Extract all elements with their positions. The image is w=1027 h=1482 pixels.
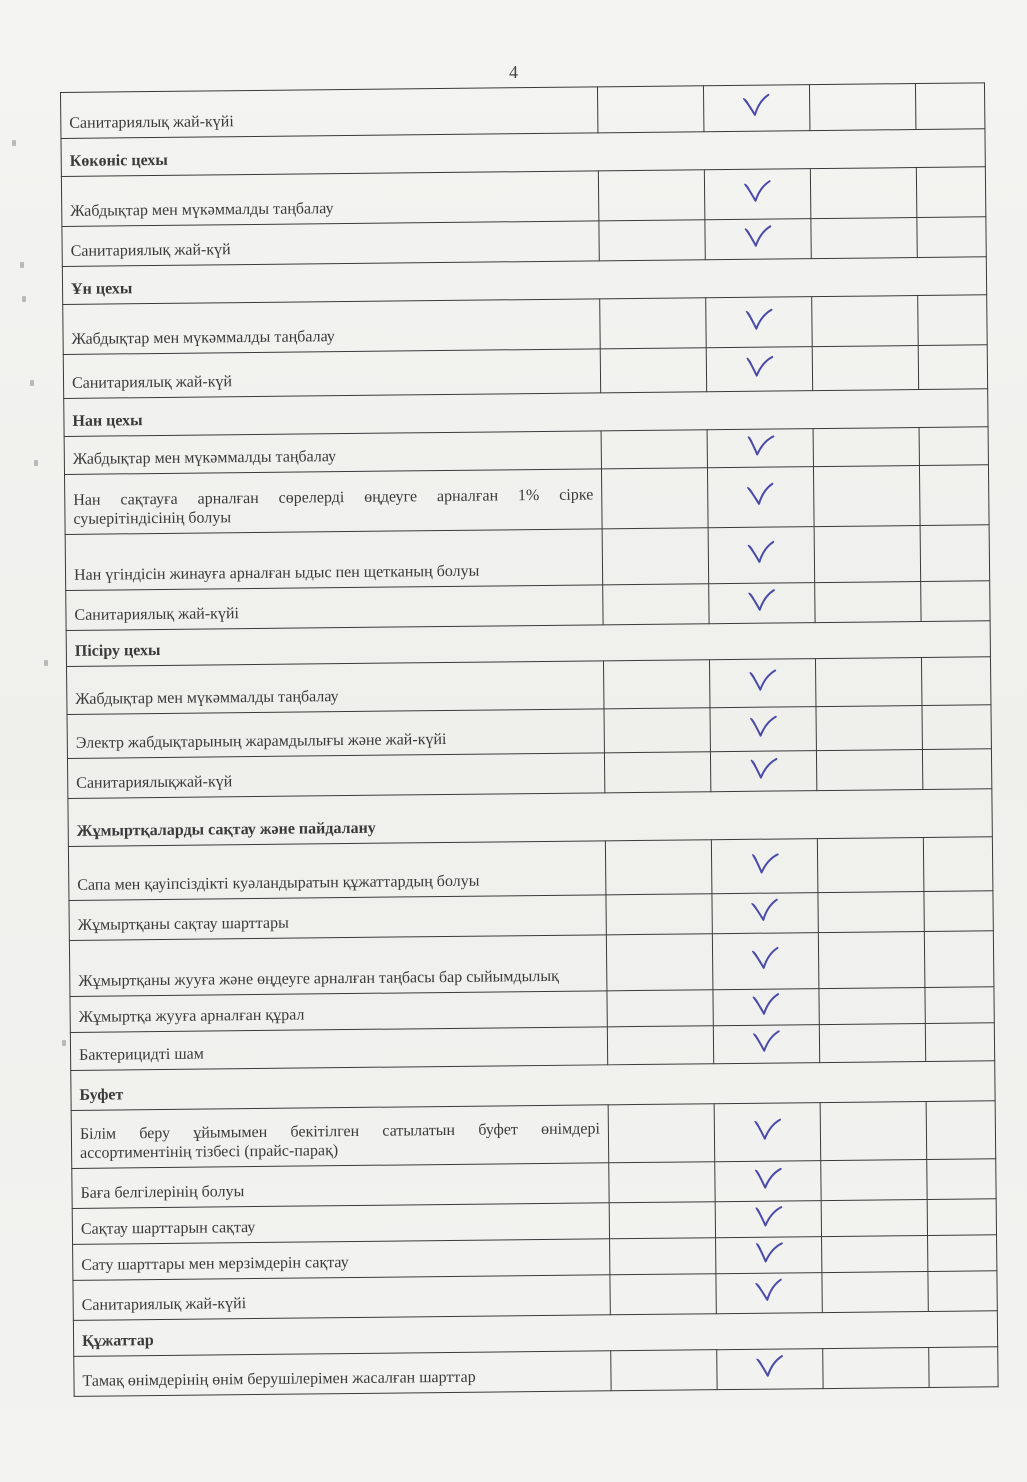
column-3-cell [817, 838, 924, 893]
column-1-cell [601, 430, 707, 469]
handwritten-check-icon [750, 946, 780, 972]
checklist-item-label: Баға белгілерінің болуы [72, 1163, 609, 1209]
scan-speck [12, 140, 16, 146]
column-3-cell [819, 987, 925, 1024]
handwritten-check-icon [751, 1028, 781, 1054]
column-3-cell [821, 1159, 927, 1200]
checklist-item-label: Санитариялық жай-күй [62, 221, 599, 267]
section-title: Буфет [71, 1061, 995, 1111]
checklist-item-label: Бактерицидті шам [70, 1027, 607, 1071]
scan-speck [62, 1040, 66, 1046]
section-title: Ұн цехы [62, 257, 986, 305]
handwritten-check-icon [742, 93, 772, 119]
handwritten-check-icon [742, 179, 772, 205]
column-1-cell [600, 348, 706, 393]
checkmark-cell [714, 1103, 821, 1162]
checkmark-cell [715, 1201, 821, 1238]
column-3-cell [823, 1347, 929, 1388]
column-3-cell [812, 346, 918, 391]
column-3-cell [815, 582, 921, 623]
handwritten-check-icon [747, 588, 777, 614]
checklist-item-label: Жабдықтар мен мүкәммалды таңбалау [63, 299, 600, 355]
handwritten-check-icon [754, 1277, 784, 1303]
handwritten-check-icon [743, 224, 773, 250]
column-4-cell [922, 749, 991, 790]
checklist-row [65, 525, 990, 591]
checklist-row [74, 1347, 998, 1397]
column-1-cell [608, 1104, 715, 1163]
scan-speck [34, 460, 38, 466]
handwritten-check-icon [754, 1239, 784, 1265]
column-1-cell [598, 170, 705, 221]
column-4-cell [918, 345, 987, 390]
checklist-row [69, 931, 994, 997]
column-1-cell [606, 894, 712, 935]
column-4-cell [925, 1023, 994, 1062]
page-number: 4 [509, 62, 518, 82]
column-3-cell [809, 84, 915, 131]
column-1-cell [607, 990, 713, 1027]
checklist-item-label: Санитариялықжай-күй [67, 753, 604, 799]
checklist-body [61, 83, 999, 1397]
handwritten-check-icon [748, 668, 778, 694]
section-title: Пісіру цехы [66, 621, 990, 667]
inspection-checklist-sheet [60, 82, 998, 1414]
handwritten-check-icon [753, 1203, 783, 1229]
section-title: Жұмыртқаларды сақтау және пайдалану [68, 789, 992, 847]
checklist-item-label: Жабдықтар мен мүкәммалды таңбалау [61, 171, 598, 227]
checklist-item-label: Санитариялық жай-күйі [61, 87, 598, 139]
column-4-cell [924, 931, 994, 988]
section-title: Көкөніс цехы [61, 129, 985, 177]
column-4-cell [923, 837, 993, 892]
column-4-cell [919, 427, 988, 466]
column-1-cell [610, 1238, 716, 1275]
column-1-cell [601, 468, 708, 529]
column-4-cell [926, 1101, 996, 1160]
checkmark-cell [712, 893, 818, 934]
checkmark-cell [711, 839, 818, 894]
checkmark-cell [713, 989, 819, 1026]
section-title: Құжаттар [73, 1311, 997, 1357]
column-3-cell [818, 931, 925, 988]
column-1-cell [603, 584, 709, 625]
handwritten-check-icon [751, 991, 781, 1017]
column-4-cell [918, 295, 988, 346]
column-3-cell [812, 296, 919, 347]
checkmark-cell [713, 1025, 819, 1064]
checklist-item-label: Нан үгіндісін жинауға арналған ыдыс пен щетканың болуы [65, 529, 603, 591]
handwritten-check-icon [755, 1353, 785, 1379]
handwritten-check-icon [746, 540, 776, 566]
checkmark-cell [707, 467, 814, 528]
column-4-cell [925, 987, 994, 1024]
checklist-item-label: Жабдықтар мен мүкәммалды таңбалау [67, 661, 604, 715]
column-3-cell [813, 428, 919, 467]
handwritten-check-icon [749, 851, 779, 877]
column-1-cell [610, 1274, 716, 1315]
column-3-cell [818, 891, 924, 932]
column-4-cell [928, 1271, 997, 1312]
column-1-cell [600, 298, 707, 349]
checklist-item-label: Сапа мен қауіпсіздікті куәландыратын құжаттардың болуы [68, 841, 606, 901]
column-4-cell [916, 167, 986, 218]
checkmark-cell [709, 583, 815, 624]
column-4-cell [915, 83, 984, 130]
checkmark-cell [705, 219, 811, 260]
checkmark-cell [716, 1273, 822, 1314]
column-3-cell [822, 1235, 928, 1272]
column-4-cell [929, 1347, 998, 1388]
checkmark-cell [706, 297, 813, 348]
column-1-cell [603, 660, 709, 709]
column-3-cell [815, 658, 921, 707]
column-4-cell [919, 465, 989, 526]
handwritten-check-icon [748, 714, 778, 740]
column-3-cell [821, 1199, 927, 1236]
column-4-cell [917, 217, 986, 258]
column-1-cell [609, 1162, 715, 1203]
checkmark-cell [712, 933, 819, 990]
column-4-cell [921, 581, 990, 622]
column-4-cell [921, 657, 990, 706]
scan-speck [30, 380, 34, 386]
checkmark-cell [715, 1161, 821, 1202]
checkmark-cell [710, 707, 816, 752]
handwritten-check-icon [753, 1165, 783, 1191]
column-3-cell [820, 1101, 927, 1160]
column-3-cell [819, 1023, 925, 1062]
column-3-cell [816, 750, 922, 791]
checkmark-cell [707, 429, 813, 468]
column-4-cell [922, 705, 991, 750]
column-1-cell [606, 934, 713, 991]
column-4-cell [924, 891, 993, 932]
column-1-cell [604, 752, 710, 793]
column-4-cell [928, 1235, 997, 1272]
column-4-cell [927, 1199, 996, 1236]
column-4-cell [927, 1159, 996, 1200]
scan-speck [20, 262, 24, 268]
column-3-cell [814, 526, 921, 583]
handwritten-check-icon [744, 307, 774, 333]
checklist-item-label: Жұмыртқаны сақтау шарттары [69, 895, 606, 941]
checklist-item-label: Білім беру ұйымымен бекітілген сатылатын буфет өнімдері ассортиментінің тізбесі (прайс-парақ) [71, 1105, 609, 1169]
checklist-item-label: Жұмыртқаны жууға және өңдеуге арналған таңбасы бар сыйымдылық [69, 935, 607, 997]
column-1-cell [604, 708, 710, 753]
checklist-item-label: Санитариялық жай-күйі [66, 585, 603, 631]
scan-speck [22, 296, 26, 302]
checklist-row [71, 1101, 996, 1169]
checklist-item-label: Нан сақтауға арналған сөрелерді өңдеуге арналған 1% сірке суыерітіндісінің болуы [65, 469, 603, 535]
column-1-cell [597, 86, 703, 133]
column-1-cell [602, 528, 709, 585]
column-1-cell [607, 1026, 713, 1065]
section-title: Нан цехы [64, 389, 988, 437]
checkmark-cell [709, 659, 815, 708]
inspection-checklist-table [60, 82, 999, 1397]
handwritten-check-icon [746, 482, 776, 508]
column-4-cell [920, 525, 990, 582]
checkmark-cell [708, 527, 815, 584]
checkmark-cell [710, 751, 816, 792]
checklist-row [65, 465, 990, 535]
checkmark-cell [716, 1237, 822, 1274]
column-3-cell [822, 1271, 928, 1312]
checkmark-cell [704, 169, 811, 220]
handwritten-check-icon [744, 354, 774, 380]
checkmark-cell [717, 1349, 823, 1390]
checklist-item-label: Сақтау шарттарын сақтау [72, 1203, 609, 1245]
checklist-item-label: Электр жабдықтарының жарамдылығы және жай-күйі [67, 709, 604, 759]
checklist-item-label: Тамақ өнімдерінің өнім берушілерімен жасалған шарттар [74, 1351, 611, 1397]
column-3-cell [816, 706, 922, 751]
handwritten-check-icon [750, 898, 780, 924]
checklist-item-label: Сату шарттары мен мерзімдерін сақтау [73, 1239, 610, 1281]
column-3-cell [811, 218, 917, 259]
column-3-cell [810, 168, 917, 219]
checklist-row [68, 837, 993, 901]
column-1-cell [611, 1350, 717, 1391]
checklist-item-label: Санитариялық жай-күйі [73, 1275, 610, 1321]
handwritten-check-icon [752, 1116, 782, 1142]
column-3-cell [813, 466, 920, 527]
scan-speck [44, 660, 48, 666]
column-1-cell [609, 1202, 715, 1239]
column-1-cell [599, 220, 705, 261]
checklist-item-label: Жұмыртқа жууға арналған құрал [70, 991, 607, 1033]
column-1-cell [605, 840, 712, 895]
checkmark-cell [703, 85, 809, 132]
handwritten-check-icon [748, 756, 778, 782]
checklist-item-label: Санитариялық жай-күй [63, 349, 600, 399]
handwritten-check-icon [745, 433, 775, 459]
checklist-item-label: Жабдықтар мен мүкәммалды таңбалау [64, 431, 601, 475]
checkmark-cell [706, 347, 812, 392]
